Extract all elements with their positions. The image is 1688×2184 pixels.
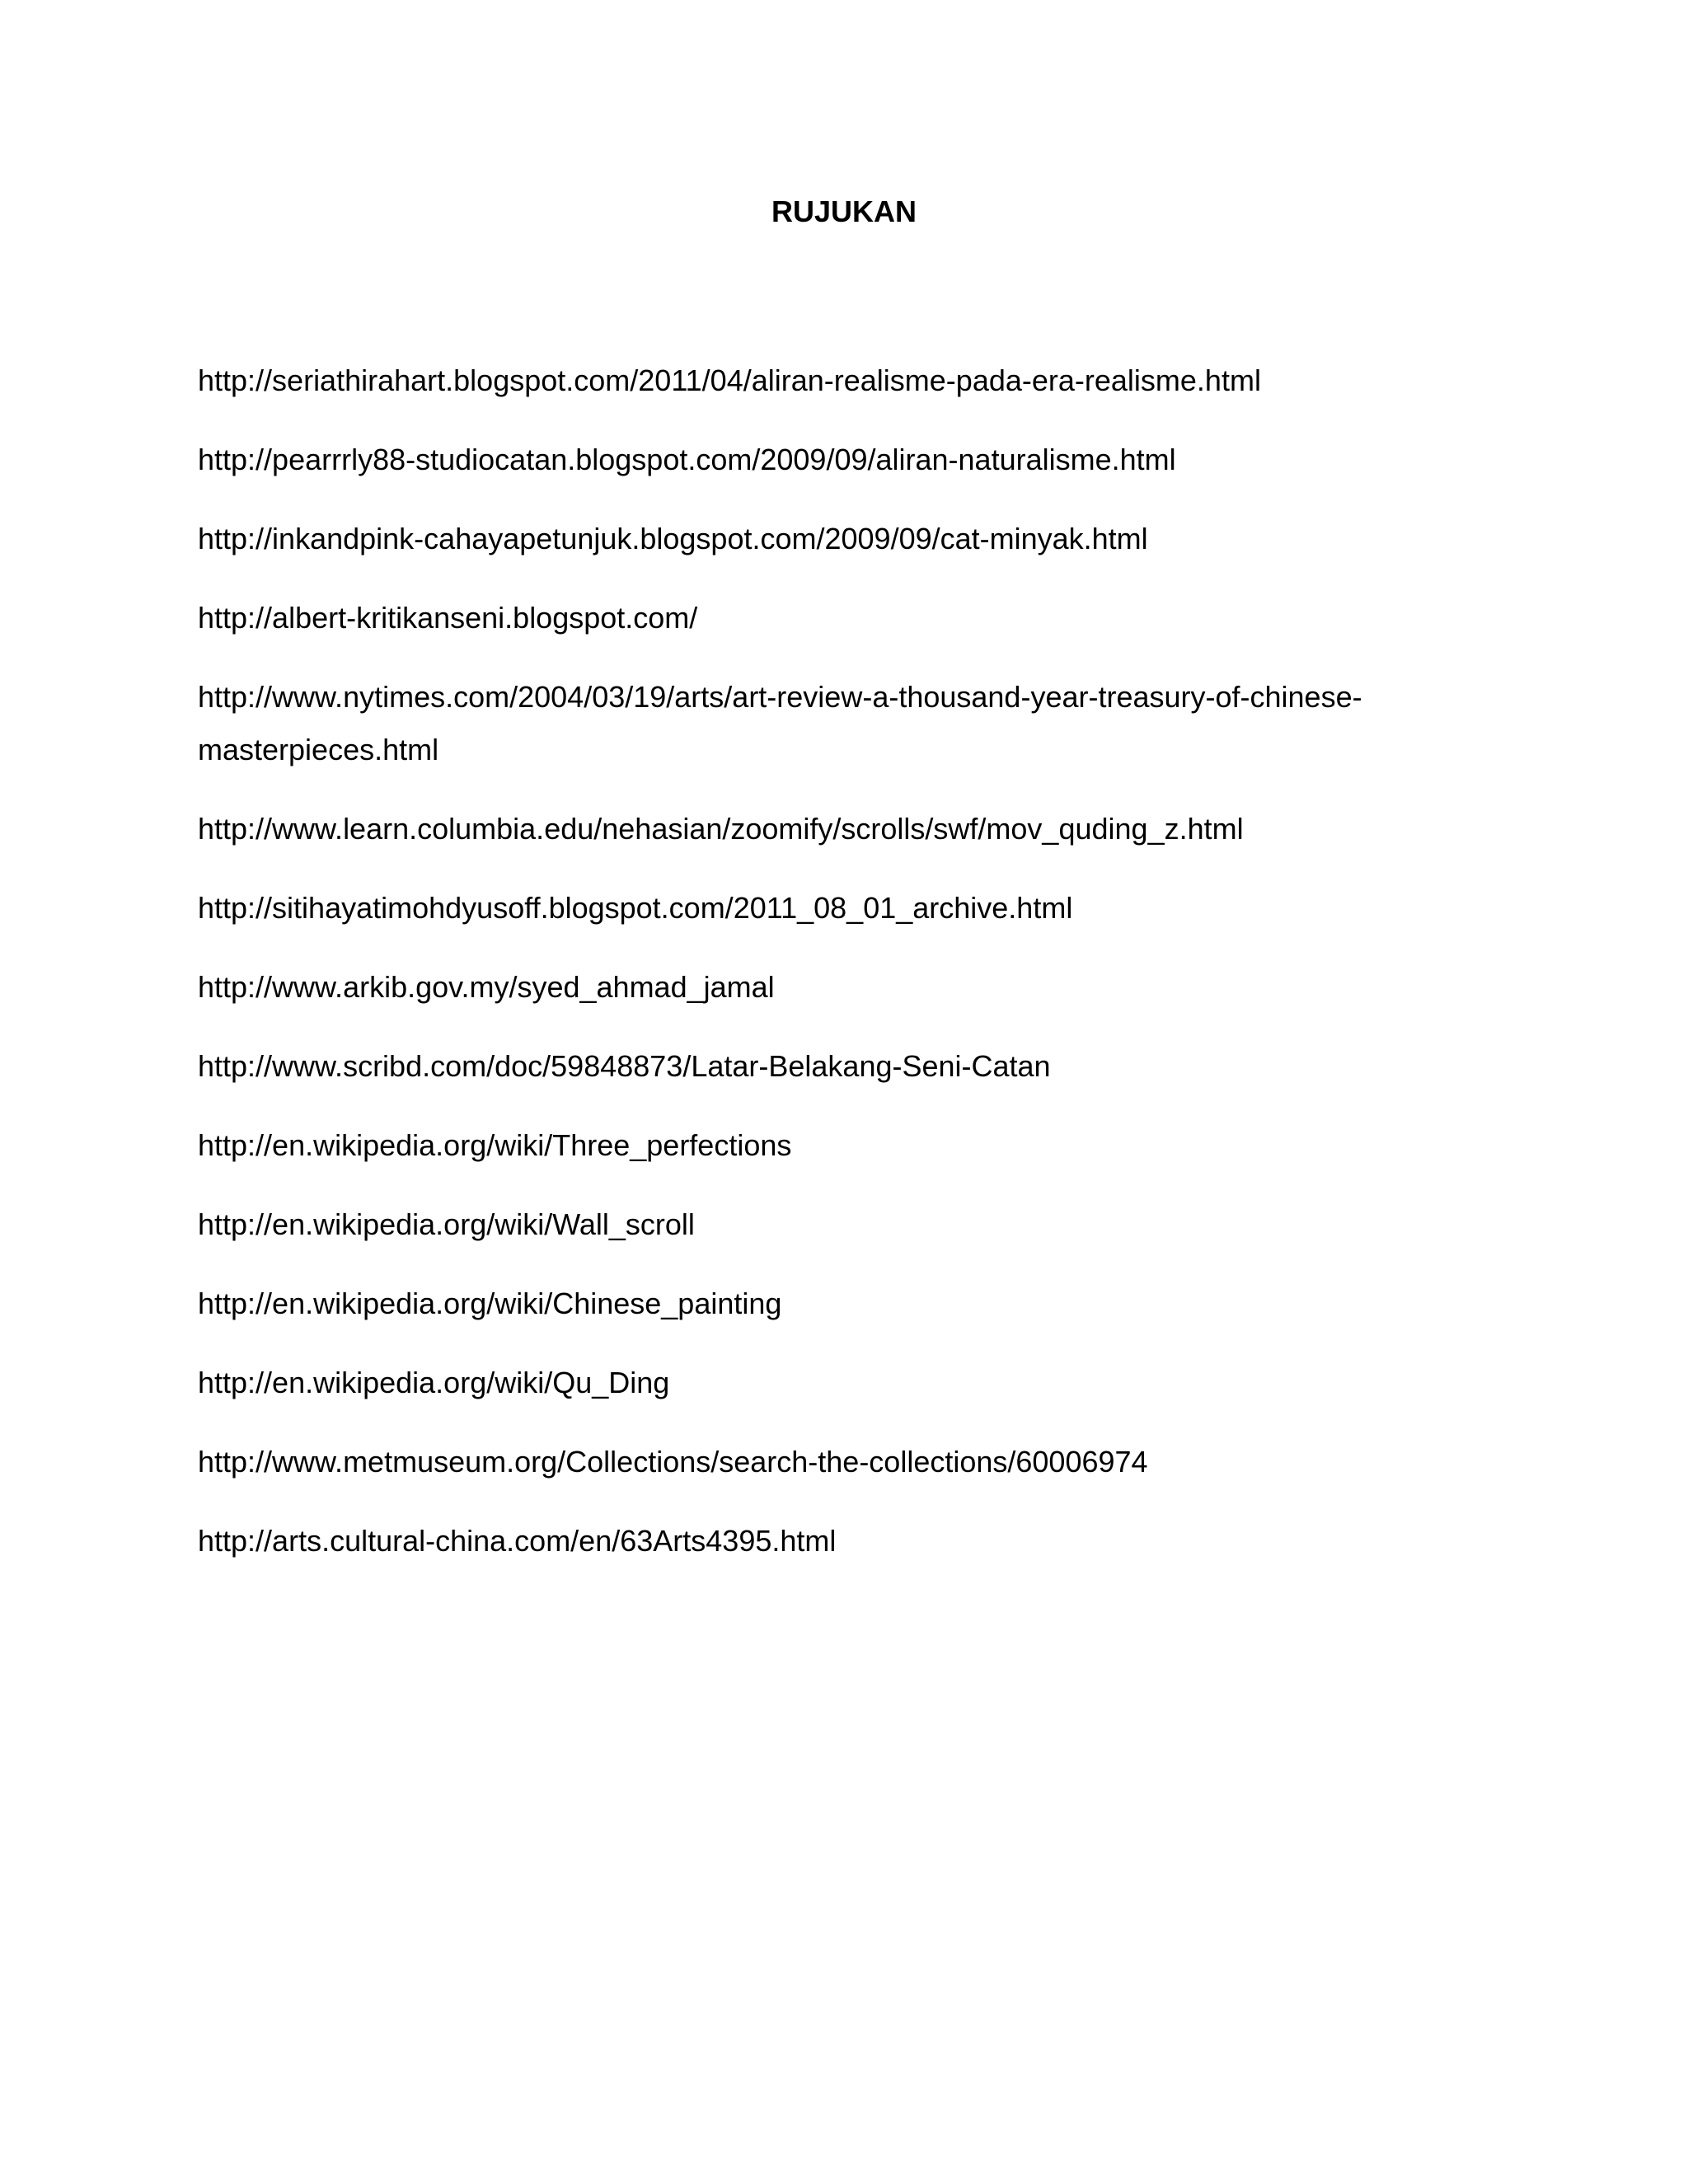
reference-item: http://inkandpink-cahayapetunjuk.blogspot.com/2009/09/cat-minyak.html <box>198 522 1148 555</box>
reference-item: http://www.learn.columbia.edu/nehasian/zoomify/scrolls/swf/mov_quding_z.html <box>198 812 1244 846</box>
reference-item: http://albert-kritikanseni.blogspot.com/ <box>198 601 698 635</box>
reference-item-line: http://www.nytimes.com/2004/03/19/arts/art-review-a-thousand-year-treasury-of-chinese- <box>198 680 1362 714</box>
reference-item: http://sitihayatimohdyusoff.blogspot.com/2011_08_01_archive.html <box>198 891 1073 925</box>
reference-item: http://arts.cultural-china.com/en/63Arts4395.html <box>198 1524 837 1558</box>
reference-item: http://en.wikipedia.org/wiki/Three_perfections <box>198 1128 792 1162</box>
reference-item: http://seriathirahart.blogspot.com/2011/04/aliran-realisme-pada-era-realisme.html <box>198 363 1261 397</box>
reference-item: http://en.wikipedia.org/wiki/Wall_scroll <box>198 1207 695 1241</box>
reference-item: http://www.scribd.com/doc/59848873/Latar-Belakang-Seni-Catan <box>198 1049 1051 1083</box>
reference-item: http://en.wikipedia.org/wiki/Qu_Ding <box>198 1366 670 1399</box>
reference-item: http://www.arkib.gov.my/syed_ahmad_jamal <box>198 970 775 1004</box>
reference-item: http://www.metmuseum.org/Collections/search-the-collections/60006974 <box>198 1445 1148 1479</box>
reference-item: http://pearrrly88-studiocatan.blogspot.com/2009/09/aliran-naturalisme.html <box>198 443 1176 476</box>
reference-item: http://en.wikipedia.org/wiki/Chinese_painting <box>198 1286 782 1320</box>
reference-list <box>198 354 1500 1594</box>
reference-item-line: masterpieces.html <box>198 733 439 766</box>
page-title: RUJUKAN <box>771 194 917 228</box>
reference-item <box>198 671 1500 776</box>
